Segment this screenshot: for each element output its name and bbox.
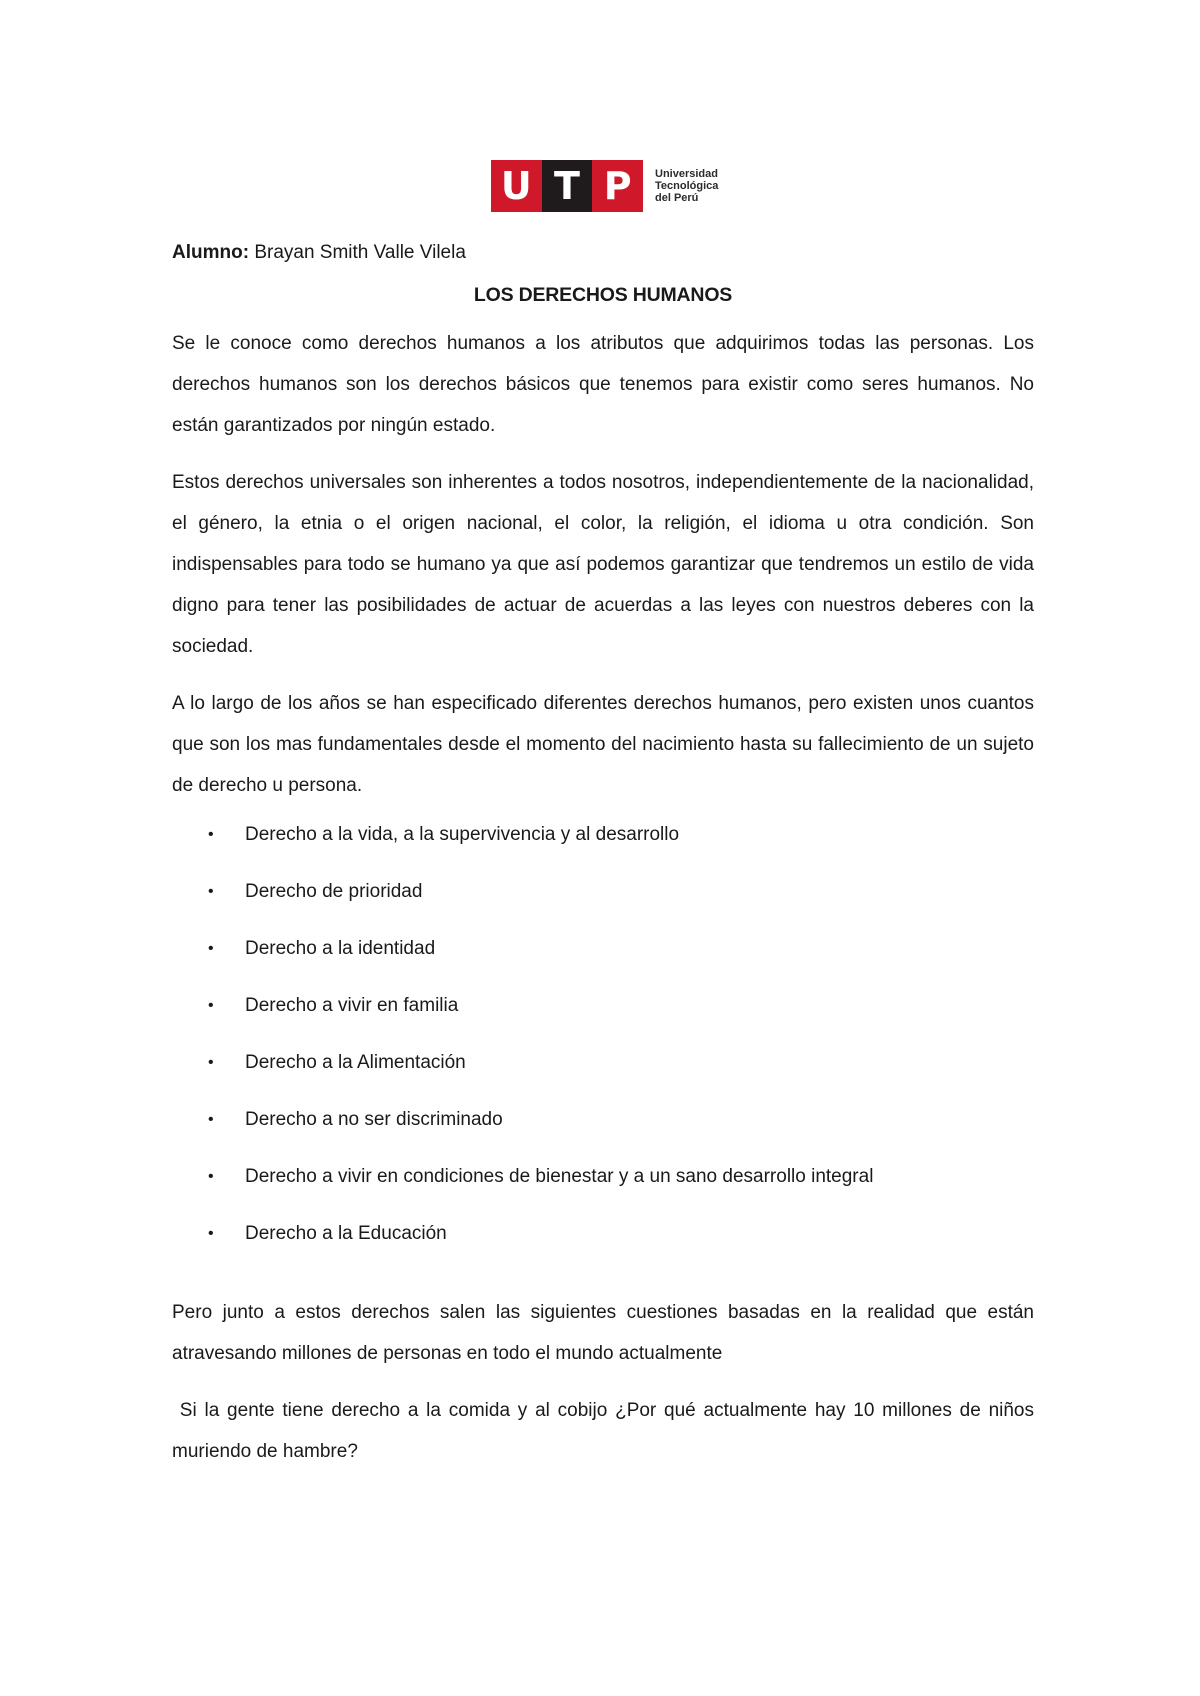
student-name: Brayan Smith Valle Vilela [254,242,466,263]
logo-text-line: Universidad [655,168,718,180]
list-item-text: Derecho a vivir en condiciones de bienestar y a un sano desarrollo integral [245,1166,874,1187]
bullet-icon: • [208,940,214,957]
logo-letter-u: U [491,160,542,212]
bullet-icon: • [208,883,214,900]
list-item-text: Derecho a la vida, a la supervivencia y al desarrollo [245,824,680,845]
list-item-text: Derecho a la Alimentación [245,1052,466,1073]
paragraph: A lo largo de los años se han especificado diferentes derechos humanos, pero existen unos cuantos que son los mas fundamentales desde el momento del nacimiento hasta su fallecimiento de un sujeto de derecho u persona. [172,693,1034,796]
list-item-text: Derecho a vivir en familia [245,995,459,1016]
logo-letter-t: T [542,160,593,212]
paragraph: Si la gente tiene derecho a la comida y al cobijo ¿Por qué actualmente hay 10 millones de niños muriendo de hambre? [172,1400,1040,1462]
list-item [172,1164,1034,1221]
list-item [172,822,1034,879]
logo-text-line: del Perú [655,192,699,204]
bullet-icon: • [208,1054,214,1071]
bullet-icon: • [208,1111,214,1128]
student-line [172,240,1034,266]
list-item [172,879,1034,936]
list-item-text: Derecho a no ser discriminado [245,1109,503,1130]
list-item [172,1107,1034,1164]
logo-letter-p: P [592,160,643,212]
bullet-icon: • [208,997,214,1014]
paragraph: Pero junto a estos derechos salen las siguientes cuestiones basadas en la realidad que están atravesando millones de personas en todo el mundo actualmente [172,1302,1034,1364]
rights-list [172,822,1034,1278]
utp-logo [491,160,718,212]
utp-logo-mark [491,160,643,212]
list-item-text: Derecho de prioridad [245,881,423,902]
bullet-icon: • [208,826,214,843]
logo-wordmark [655,168,718,204]
list-item [172,1221,1034,1278]
list-item [172,993,1034,1050]
paragraph: Estos derechos universales son inherentes a todos nosotros, independientemente de la nacionalidad, el género, la etnia o el origen nacional, el color, la religión, el idioma u otra condición. Son indispensables para todo se humano ya que así podemos garantizar que tendremos un estilo de vida digno para tener las posibilidades de actuar de acuerdas a las leyes con nuestros deberes con la sociedad. [172,472,1034,657]
bullet-icon: • [208,1225,214,1242]
document-title: LOS DERECHOS HUMANOS [473,284,733,306]
logo-text-line: Tecnológica [655,180,719,192]
list-item [172,936,1034,993]
bullet-icon: • [208,1168,214,1185]
student-label: Alumno: [172,242,250,263]
list-item [172,1050,1034,1107]
document-body [172,240,1040,1488]
list-item-text: Derecho a la Educación [245,1223,447,1244]
list-item-text: Derecho a la identidad [245,938,436,959]
paragraph: Se le conoce como derechos humanos a los atributos que adquirimos todas las personas. Los derechos humanos son los derechos básicos que tenemos para existir como seres humanos. No están garantizados por ningún estado. [172,333,1034,436]
